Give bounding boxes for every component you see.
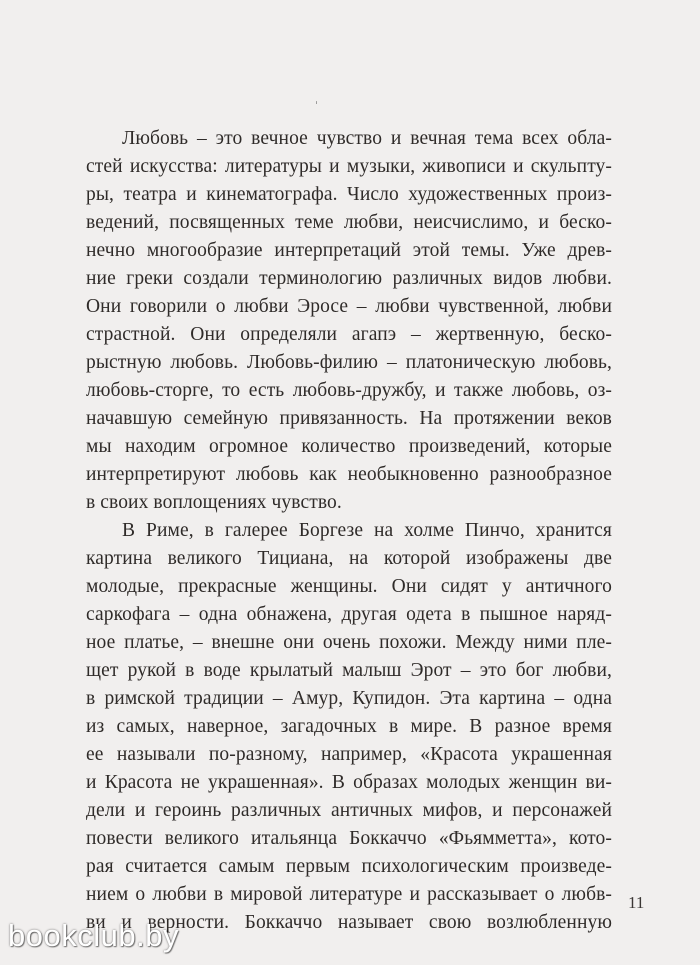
text-line: в римской традиции – Амур, Купидон. Эта картина – одна [86,688,612,709]
text-line: рая считается самым первым психологическим произведе- [86,856,612,877]
text-line: саркофага – одна обнажена, другая одета в пышное наряд- [86,604,612,625]
text-line: из самых, наверное, загадочных в мире. В разное время [86,716,612,737]
text-line: ее называли по-разному, например, «Красота украшенная [86,744,612,765]
text-line: ведений, посвященных теме любви, неисчислимо, и беско- [86,212,612,233]
page-number: 11 [628,893,645,912]
text-line: В Риме, в галерее Боргезе на холме Пинчо, хранится [122,520,612,541]
text-line: ви и верности. Боккаччо называет свою возлюбленную [86,912,612,933]
text-line: и Красота не украшенная». В образах молодых женщин ви- [86,772,612,793]
text-line: картина великого Тициана, на которой изображены две [86,548,612,569]
text-line: мы находим огромное количество произведений, которые [86,436,612,457]
text-line: дели и героинь различных античных мифов, и персонажей [86,800,612,821]
text-line: повести великого итальянца Боккаччо «Фьямметта», кото- [86,828,612,849]
text-line: интерпретируют любовь как необыкновенно разнообразное [86,464,612,485]
text-line: ры, театра и кинематографа. Число художественных произ- [86,184,612,205]
text-line: в своих воплощениях чувство. [86,492,342,513]
text-line: Они говорили о любви Эросе – любви чувственной, любви [86,296,612,317]
text-line: начавшую семейную привязанность. На протяжении веков [86,408,612,429]
text-line: ное платье, – внешне они очень похожи. Между ними пле- [86,632,612,653]
text-line: ние греки создали терминологию различных видов любви. [86,268,612,289]
text-line: любовь-сторге, то есть любовь-дружбу, и также любовь, оз- [86,380,612,401]
text-line: рыстную любовь. Любовь-филию – платоническую любовь, [86,352,612,373]
text-line: щет рукой в воде крылатый малыш Эрот – это бог любви, [86,660,612,681]
watermark-logo: bookclub.by [8,918,179,953]
text-line: нечно многообразие интерпретаций этой темы. Уже древ- [86,240,612,261]
text-line: Любовь – это вечное чувство и вечная тема всех обла- [122,128,612,149]
text-line: страстной. Они определяли агапэ – жертвенную, беско- [86,324,612,345]
text-line: молодые, прекрасные женщины. Они сидят у античного [86,576,612,597]
text-line: нием о любви в мировой литературе и рассказывает о любв- [86,884,612,905]
text-line: стей искусства: литературы и музыки, живописи и скульпту- [86,156,612,177]
